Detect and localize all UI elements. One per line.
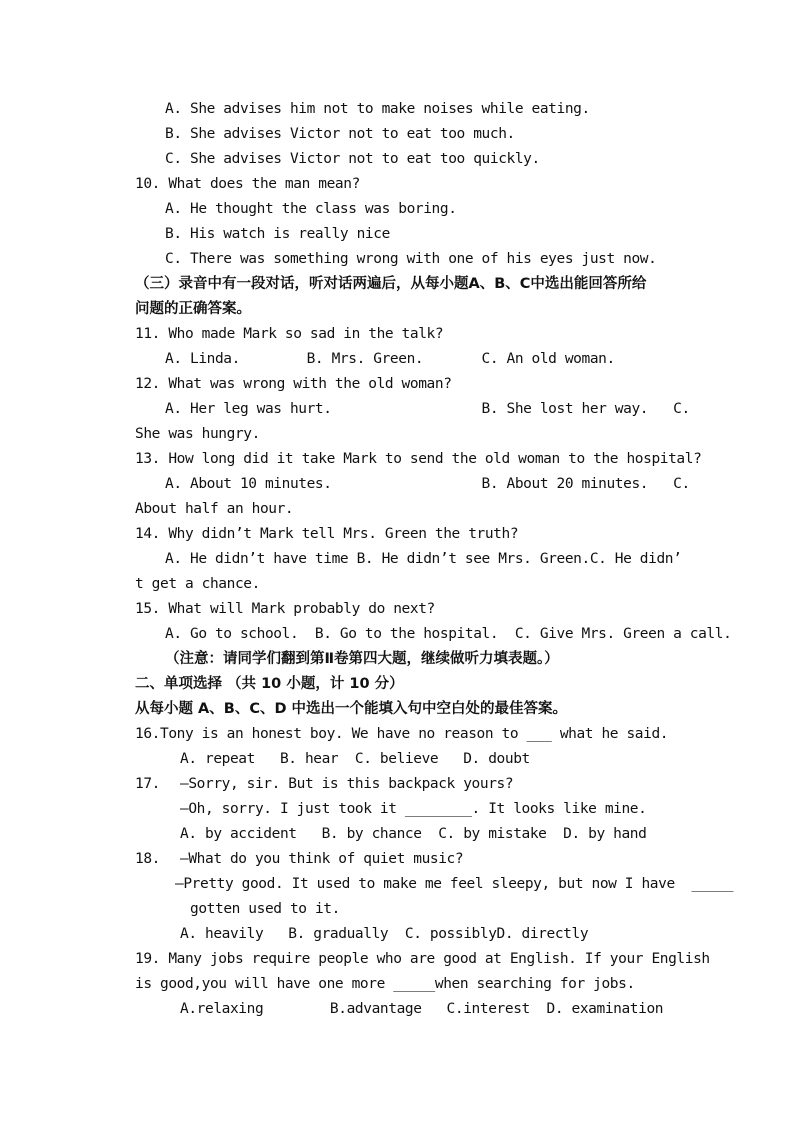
listening-note: （注意：请同学们翻到第Ⅱ卷第四大题，继续做听力填表题。） (165, 651, 559, 667)
q17-line2: —Oh, sorry. I just took it ________. It looks like mine. (180, 801, 647, 817)
q9-option-b: B. She advises Victor not to eat too much. (165, 126, 515, 142)
q17-line1: —Sorry, sir. But is this backpack yours? (180, 776, 514, 792)
q16-options: A. repeat B. hear C. believe D. doubt (180, 751, 530, 767)
q10-option-a: A. He thought the class was boring. (165, 201, 457, 217)
q16-stem: 16.Tony is an honest boy. We have no reason to ___ what he said. (135, 726, 669, 742)
q19-line1: 19. Many jobs require people who are good at English. If your English (135, 951, 710, 967)
q19-options: A.relaxing B.advantage C.interest D. examination (180, 1001, 664, 1017)
q15-stem: 15. What will Mark probably do next? (135, 601, 435, 617)
q11-options: A. Linda. B. Mrs. Green. C. An old woman. (165, 351, 615, 367)
q12-stem: 12. What was wrong with the old woman? (135, 376, 452, 392)
q13-options-wrap: About half an hour. (135, 501, 294, 517)
q9-option-c: C. She advises Victor not to eat too quickly. (165, 151, 540, 167)
q17-options: A. by accident B. by chance C. by mistake D. by hand (180, 826, 647, 842)
part2-title: 二、单项选择 （共 10 小题，计 10 分） (135, 676, 404, 692)
q10-option-b: B. His watch is really nice (165, 226, 390, 242)
q13-options: A. About 10 minutes. B. About 20 minutes. C. (165, 476, 690, 492)
q18-options: A. heavily B. gradually C. possiblyD. directly (180, 926, 589, 942)
section3-instruction-line1: （三）录音中有一段对话，听对话两遍后，从每小题A、B、C中选出能回答所给 (135, 276, 647, 292)
q14-stem: 14. Why didn’t Mark tell Mrs. Green the truth? (135, 526, 519, 542)
q14-options-wrap: t get a chance. (135, 576, 260, 592)
q12-options: A. Her leg was hurt. B. She lost her way. C. (165, 401, 690, 417)
q18-number: 18. (135, 851, 160, 867)
q18-line3: gotten used to it. (190, 901, 340, 917)
q14-options: A. He didn’t have time B. He didn’t see Mrs. Green.C. He didn’ (165, 551, 682, 567)
q11-stem: 11. Who made Mark so sad in the talk? (135, 326, 444, 342)
q18-line1: —What do you think of quiet music? (180, 851, 464, 867)
q19-line2: is good,you will have one more _____when searching for jobs. (135, 976, 635, 992)
q17-number: 17. (135, 776, 160, 792)
q12-options-wrap: She was hungry. (135, 426, 260, 442)
q10-option-c: C. There was something wrong with one of his eyes just now. (165, 251, 657, 267)
q9-option-a: A. She advises him not to make noises while eating. (165, 101, 590, 117)
q13-stem: 13. How long did it take Mark to send the old woman to the hospital? (135, 451, 702, 467)
q10-stem: 10. What does the man mean? (135, 176, 360, 192)
q18-line2: —Pretty good. It used to make me feel sleepy, but now I have _____ (175, 876, 734, 892)
q15-options: A. Go to school. B. Go to the hospital. C. Give Mrs. Green a call. (165, 626, 732, 642)
section3-instruction-line2: 问题的正确答案。 (135, 301, 251, 317)
part2-instruction: 从每小题 A、B、C、D 中选出一个能填入句中空白处的最佳答案。 (135, 701, 568, 717)
